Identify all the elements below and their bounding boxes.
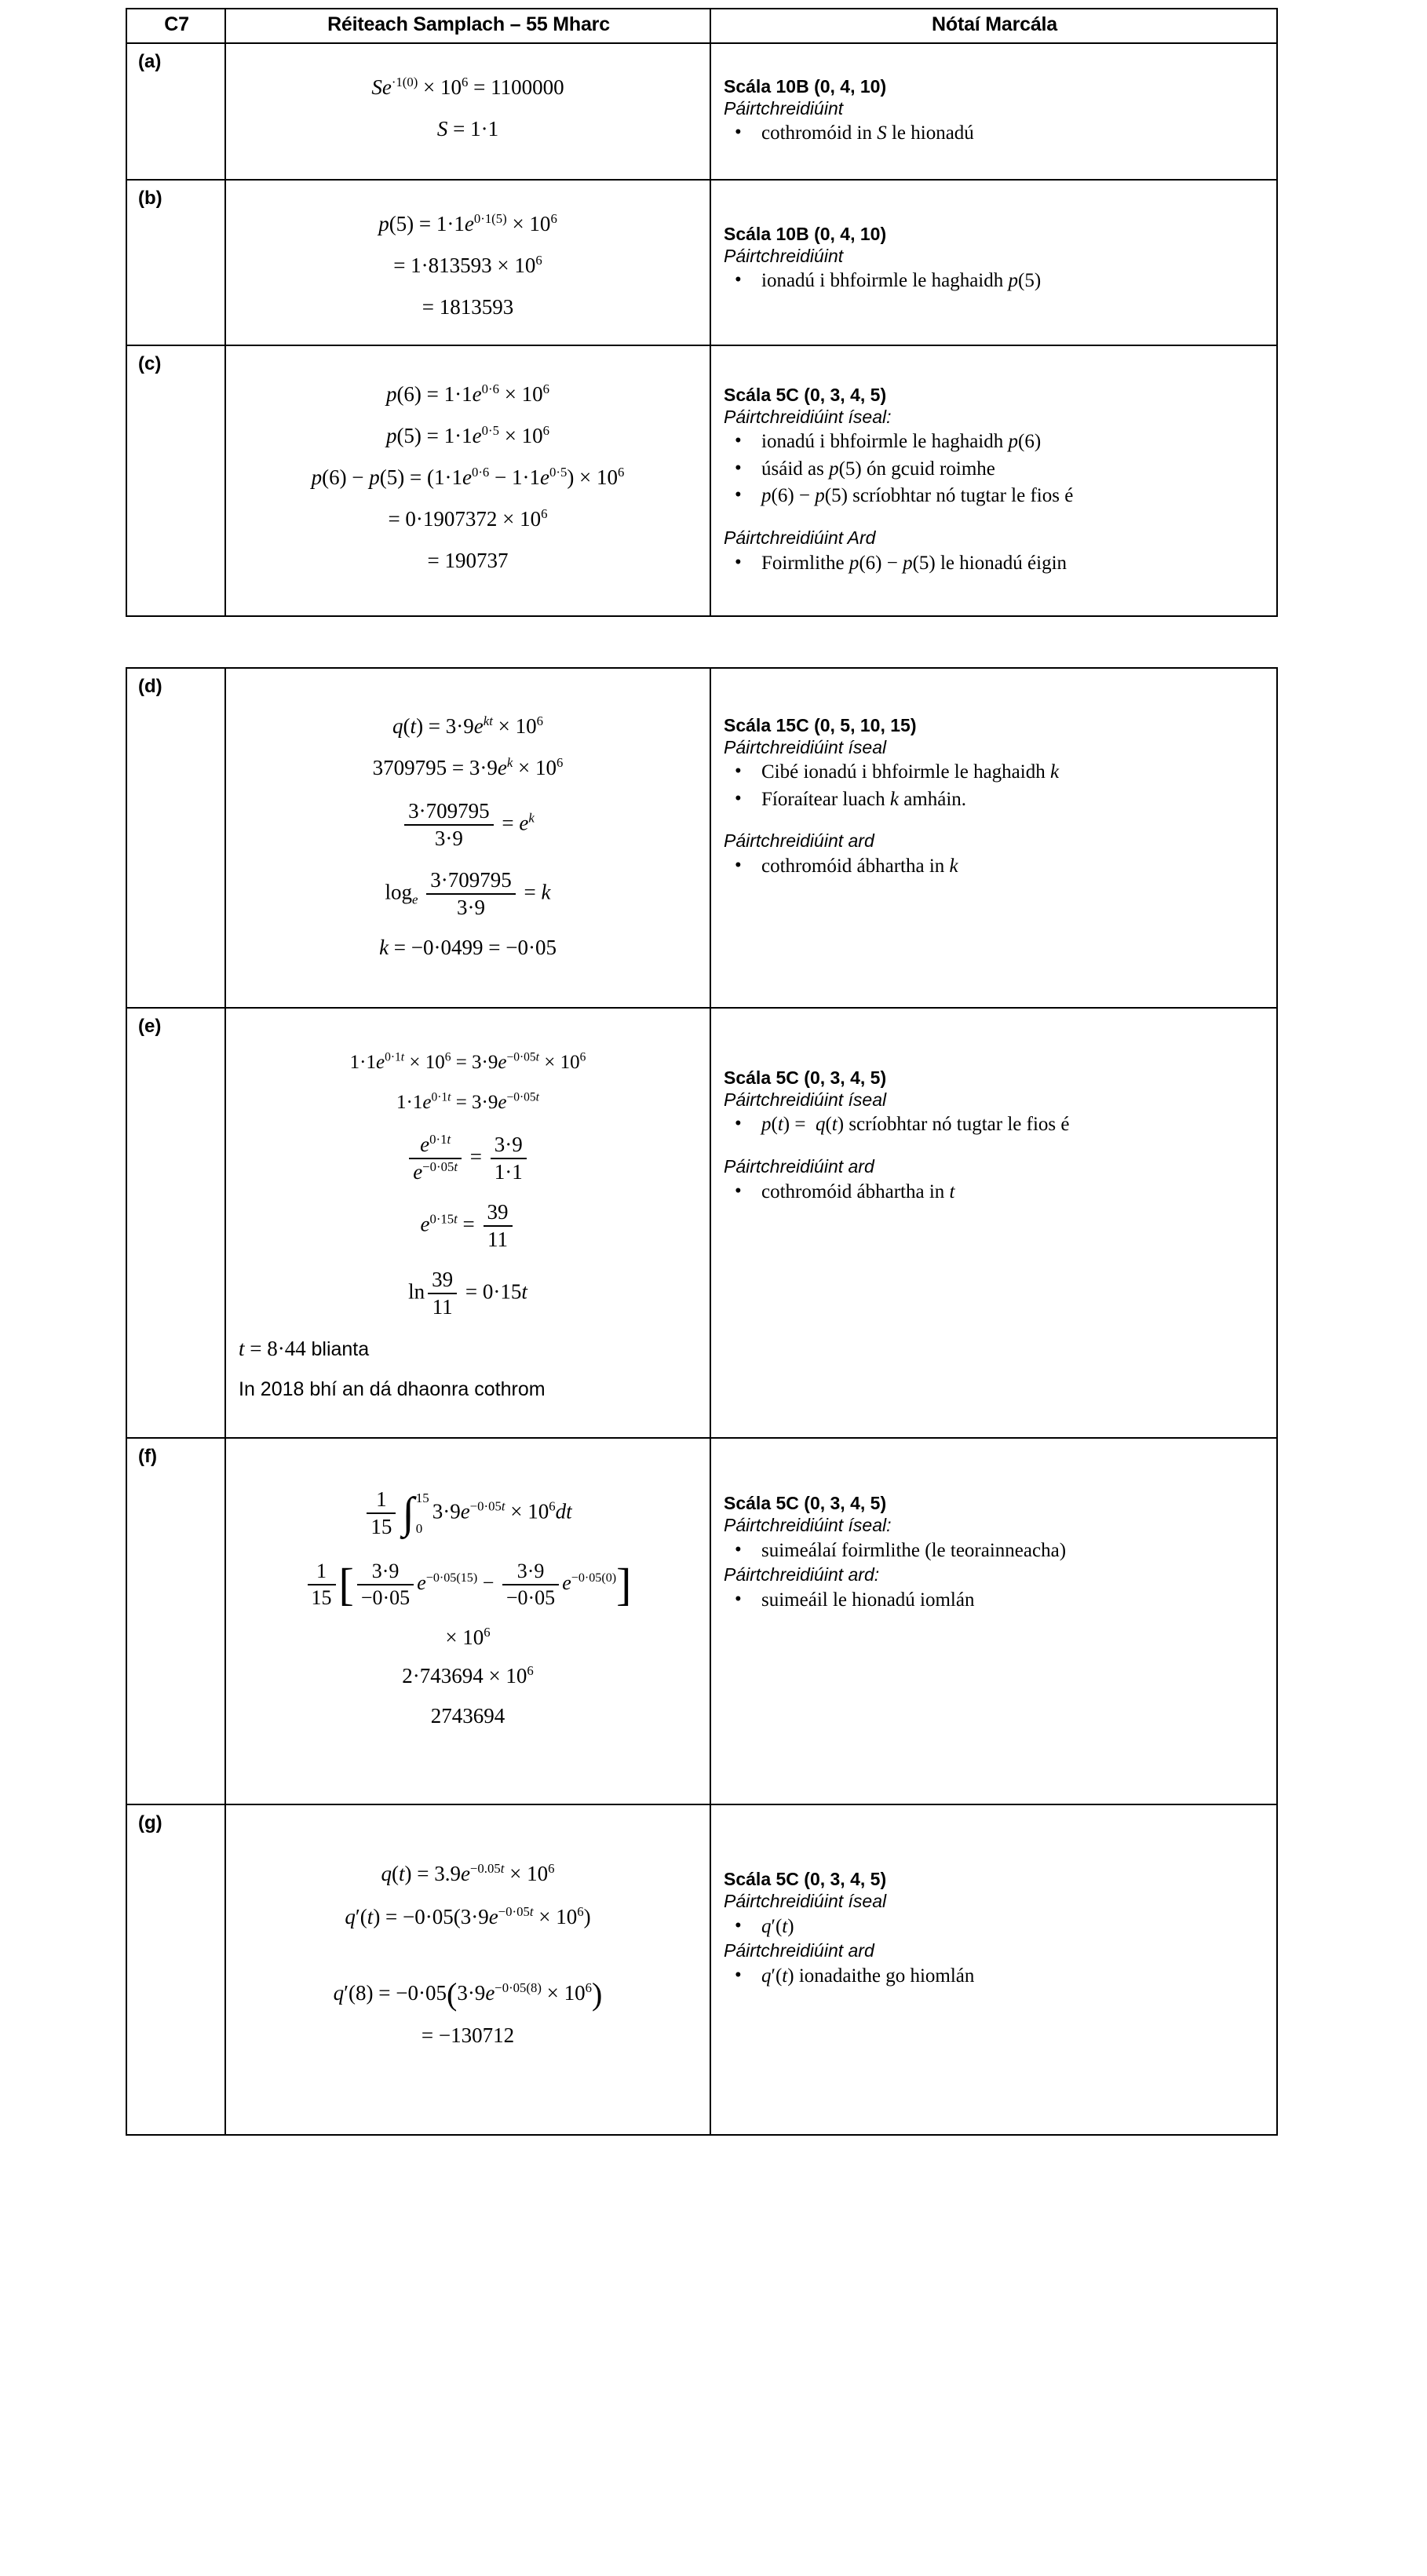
scale-title: Scála 10B (0, 4, 10) [724,75,887,97]
solution-cell [225,1008,710,1438]
credit-heading: Páirtchreidiúint [724,245,844,266]
table-row [126,1008,1277,1438]
math-line: $Se^{\cdot 1(0)} \times 10^6 = 1100000$ [371,74,564,99]
notes-cell [710,1438,1277,1804]
credit-heading: Páirtchreidiúint ard [724,1155,874,1177]
list-item: • cothromóid ábhartha in t [724,1180,1268,1206]
notes-cell [710,668,1277,1008]
math-line: $p(6) = 1\cdot 1e^{0\cdot 6} \times 10^6$ [385,381,550,406]
math-line: 2743694 [430,1703,505,1728]
math-line: ln $\frac{39}{11}$ = 0·15t [408,1267,527,1319]
credit-bullet-list [724,854,1268,880]
math-line: $\log_e$ $\frac{3\cdot 709795}{3\cdot 9}$ = k [385,867,551,919]
list-item: • ionadú i bhfoirmle le haghaidh p(5) [724,268,1268,294]
credit-bullet-list [724,429,1268,509]
list-item: • suimeálaí foirmlithe (le teorainneacha) [724,1538,1268,1564]
math-line: $\frac{3\cdot 709795}{3\cdot 9}$ = $e^k$ [239,799,697,851]
list-item: • cothromóid ábhartha in k [724,854,1268,880]
table-row [126,180,1277,345]
list-item: • suimeáil le hionadú iomlán [724,1588,1268,1614]
credit-bullet-list [724,1914,1268,1940]
credit-bullet-list [724,1180,1268,1206]
table-row [126,345,1277,616]
list-item: • úsáid as p(5) ón gcuid roimhe [724,457,1268,483]
list-item: • Fíoraítear luach k amháin. [724,787,1268,813]
scale-title: Scála 15C (0, 5, 10, 15) [724,714,917,735]
list-item: • q′(t) [724,1914,1268,1940]
math-line: = 1813593 [422,294,514,319]
part-label: (a) [126,43,225,180]
math-line: $p(5) = 1\cdot 1e^{0\cdot 1(5)} \times 10^6$ [378,210,557,235]
math-line: $3709795 = 3\cdot 9e^k \times 10^6$ [372,754,564,779]
part-label: (d) [126,668,225,1008]
math-line: t = 8·44 blianta [239,1336,370,1360]
list-item: • q′(t) ionadaithe go hiomlán [724,1964,1268,1990]
part-label: (e) [126,1008,225,1438]
notes-cell [710,1804,1277,2135]
list-item: • Cibé ionadú i bhfoirmle le haghaidh k [724,760,1268,786]
credit-heading: Páirtchreidiúint ard [724,830,874,852]
part-label: (g) [126,1804,225,2135]
notes-cell [710,43,1277,180]
table-separator [0,617,1427,667]
notes-cell [710,180,1277,345]
math-line: $q'(t) = -0\cdot 05(3\cdot 9e^{-0\cdot 05t} \times 10^6)$ [345,1903,591,1928]
notes-cell [710,345,1277,616]
table-row [126,43,1277,180]
math-line: $2\cdot 743694 \times 10^6$ [402,1662,534,1688]
credit-heading: Páirtchreidiúint ard: [724,1564,880,1585]
credit-heading: Páirtchreidiúint [724,97,844,119]
credit-bullet-list [724,268,1268,294]
math-line: $q'(8) = -0\cdot 05(3\cdot 9e^{-0\cdot 05(8)} \times 10^6)$ [333,1976,603,2012]
math-line: = −130712 [421,2023,515,2048]
credit-bullet-list [724,1538,1268,1564]
credit-heading: Páirtchreidiúint íseal [724,1089,887,1110]
math-line: $1\cdot 1e^{0\cdot 1t} \times 10^6 = 3\cdot 9e^{-0\cdot 05t} \times 10^6$ [349,1050,586,1073]
solution-cell [225,180,710,345]
solution-cell [225,1804,710,2135]
math-line: $\frac{e^{0\cdot 1t}}{e^{-0\cdot 05t}}$ = $\frac{3\cdot 9}{1\cdot 1}$ [239,1133,697,1184]
notes-cell [710,1008,1277,1438]
math-line: × $10^6$ [445,1624,491,1649]
credit-bullet-list [724,551,1268,577]
credit-heading: Páirtchreidiúint íseal: [724,1515,892,1536]
math-line: In 2018 bhí an dá dhaonra cothrom [239,1377,546,1400]
credit-heading: Páirtchreidiúint Ard [724,527,876,548]
part-label: (f) [126,1438,225,1804]
math-line: $p(5) = 1\cdot 1e^{0\cdot 5} \times 10^6$ [385,422,550,447]
math-line: $e^{0\cdot 15t}$ = $\frac{39}{11}$ [239,1200,697,1252]
credit-bullet-list [724,1964,1268,1990]
table-row [126,668,1277,1008]
math-line: $p(6) - p(5) = (1\cdot 1e^{0\cdot 6} - 1\cdot 1e^{0\cdot 5}) \times 10^6$ [311,464,625,489]
credit-bullet-list [724,1112,1268,1138]
math-line: = $0\cdot 1907372 \times 10^6$ [388,505,548,531]
math-line: S = 1·1 [436,116,499,140]
table-row [126,1804,1277,2135]
solution-cell [225,345,710,616]
scale-title: Scála 5C (0, 3, 4, 5) [724,384,887,405]
part-label: (b) [126,180,225,345]
math-line: $\frac{1}{15}$ ∫ 15 0 $3\cdot 9e^{-0\cdot 05t} \times 10^6dt$ [239,1487,697,1539]
math-line: k = −0·0499 = −0·05 [379,935,557,959]
solution-cell [225,1438,710,1804]
header-question: C7 [126,9,225,43]
marking-table-part2 [126,667,1278,2136]
credit-heading: Páirtchreidiúint íseal [724,736,887,757]
table-row [126,1438,1277,1804]
credit-bullet-list [724,121,1268,147]
math-line: $1\cdot 1e^{0\cdot 1t} = 3\cdot 9e^{-0\cdot 05t}$ [396,1090,539,1113]
scale-title: Scála 5C (0, 3, 4, 5) [724,1067,887,1088]
scale-title: Scála 10B (0, 4, 10) [724,223,887,244]
list-item: • p(6) − p(5) scríobhtar nó tugtar le fios é [724,483,1268,509]
marking-table-part1 [126,8,1278,617]
header-solution: Réiteach Samplach – 55 Mharc [225,9,710,43]
header-notes: Nótaí Marcála [710,9,1277,43]
scale-title: Scála 5C (0, 3, 4, 5) [724,1868,887,1889]
math-line: = $1\cdot 813593 \times 10^6$ [393,252,542,277]
table-header-row [126,9,1277,43]
list-item: • cothromóid in S le hionadú [724,121,1268,147]
list-item: • Foirmlithe p(6) − p(5) le hionadú éigin [724,551,1268,577]
solution-cell [225,43,710,180]
math-line: = 190737 [427,548,509,572]
credit-heading: Páirtchreidiúint ard [724,1940,874,1961]
credit-bullet-list [724,1588,1268,1614]
scale-title: Scála 5C (0, 3, 4, 5) [724,1492,887,1513]
list-item: • p(t) = q(t) scríobhtar nó tugtar le fios é [724,1112,1268,1138]
math-line: $q(t) = 3.9e^{-0.05t} \times 10^6$ [381,1860,555,1885]
credit-heading: Páirtchreidiúint íseal: [724,406,892,427]
math-line: $\frac{1}{15}$ [ $\frac{3\cdot 9}{-0\cdot 05}$ $e^{-0\cdot 05(15)}$ − $\frac{3\cdot 9}{-0\cdot 05}$ $e^{-0\cdot 05(0)}$] [239,1560,697,1610]
credit-heading: Páirtchreidiúint íseal [724,1890,887,1911]
math-line: $q(t) = 3\cdot 9e^{kt} \times 10^6$ [392,713,543,738]
list-item: • ionadú i bhfoirmle le haghaidh p(6) [724,429,1268,455]
part-label: (c) [126,345,225,616]
credit-bullet-list [724,760,1268,812]
solution-cell [225,668,710,1008]
